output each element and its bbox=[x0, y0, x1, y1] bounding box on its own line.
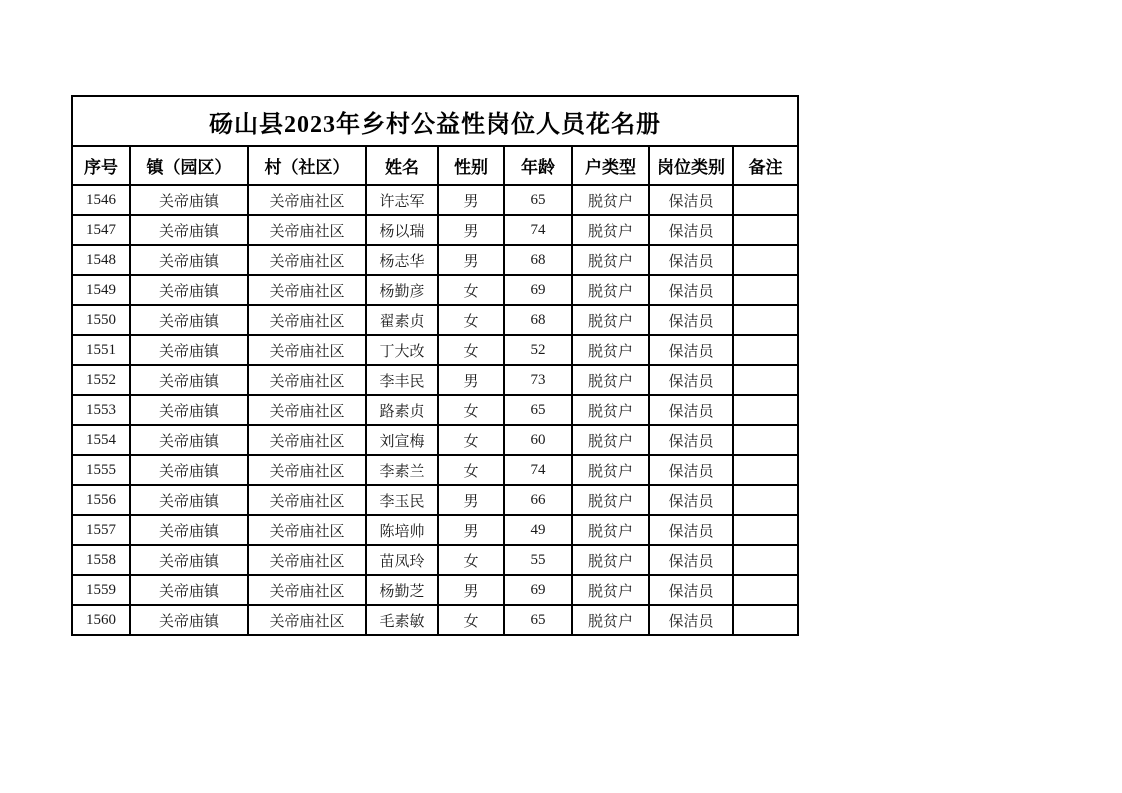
column-header-4: 性别 bbox=[438, 146, 504, 185]
table-cell bbox=[733, 575, 798, 605]
table-cell: 毛素敏 bbox=[366, 605, 438, 635]
table-cell: 脱贫户 bbox=[572, 215, 649, 245]
table-cell: 1559 bbox=[72, 575, 130, 605]
table-cell: 杨勤芝 bbox=[366, 575, 438, 605]
table-cell: 1548 bbox=[72, 245, 130, 275]
table-cell: 65 bbox=[504, 185, 572, 215]
table-cell: 1557 bbox=[72, 515, 130, 545]
table-row bbox=[72, 305, 798, 335]
column-header-0: 序号 bbox=[72, 146, 130, 185]
column-header-3: 姓名 bbox=[366, 146, 438, 185]
table-cell: 关帝庙镇 bbox=[130, 545, 248, 575]
table-cell: 60 bbox=[504, 425, 572, 455]
table-cell: 脱贫户 bbox=[572, 185, 649, 215]
table-cell: 男 bbox=[438, 485, 504, 515]
table-row bbox=[72, 335, 798, 365]
table-cell: 男 bbox=[438, 365, 504, 395]
table-cell: 脱贫户 bbox=[572, 545, 649, 575]
table-cell: 65 bbox=[504, 605, 572, 635]
table-cell: 李素兰 bbox=[366, 455, 438, 485]
table-cell: 55 bbox=[504, 545, 572, 575]
column-header-7: 岗位类别 bbox=[649, 146, 733, 185]
table-cell: 男 bbox=[438, 515, 504, 545]
table-cell bbox=[733, 485, 798, 515]
table-cell: 74 bbox=[504, 215, 572, 245]
table-cell bbox=[733, 215, 798, 245]
table-cell: 49 bbox=[504, 515, 572, 545]
table-row bbox=[72, 185, 798, 215]
table-cell: 女 bbox=[438, 425, 504, 455]
table-cell: 关帝庙社区 bbox=[248, 245, 366, 275]
table-cell: 关帝庙社区 bbox=[248, 215, 366, 245]
table-cell: 脱贫户 bbox=[572, 365, 649, 395]
table-cell: 关帝庙镇 bbox=[130, 215, 248, 245]
table-cell: 保洁员 bbox=[649, 485, 733, 515]
table-cell: 李丰民 bbox=[366, 365, 438, 395]
table-cell bbox=[733, 605, 798, 635]
document-page bbox=[71, 95, 799, 636]
table-cell: 保洁员 bbox=[649, 335, 733, 365]
table-cell bbox=[733, 335, 798, 365]
table-cell: 女 bbox=[438, 275, 504, 305]
table-cell: 关帝庙镇 bbox=[130, 335, 248, 365]
table-row bbox=[72, 455, 798, 485]
column-header-8: 备注 bbox=[733, 146, 798, 185]
table-cell: 关帝庙社区 bbox=[248, 305, 366, 335]
table-cell bbox=[733, 185, 798, 215]
table-cell: 保洁员 bbox=[649, 605, 733, 635]
table-cell: 脱贫户 bbox=[572, 395, 649, 425]
table-cell: 关帝庙社区 bbox=[248, 605, 366, 635]
table-cell: 保洁员 bbox=[649, 395, 733, 425]
table-cell: 脱贫户 bbox=[572, 515, 649, 545]
title-row bbox=[72, 96, 798, 146]
table-cell: 保洁员 bbox=[649, 575, 733, 605]
table-cell: 关帝庙镇 bbox=[130, 185, 248, 215]
table-cell: 男 bbox=[438, 245, 504, 275]
table-cell: 关帝庙社区 bbox=[248, 395, 366, 425]
table-cell: 关帝庙镇 bbox=[130, 515, 248, 545]
table-cell bbox=[733, 425, 798, 455]
table-cell: 脱贫户 bbox=[572, 425, 649, 455]
table-cell: 杨志华 bbox=[366, 245, 438, 275]
table-cell: 保洁员 bbox=[649, 245, 733, 275]
column-header-1: 镇（园区） bbox=[130, 146, 248, 185]
table-cell: 女 bbox=[438, 605, 504, 635]
table-cell: 男 bbox=[438, 215, 504, 245]
table-cell: 关帝庙镇 bbox=[130, 425, 248, 455]
table-cell: 73 bbox=[504, 365, 572, 395]
table-cell: 1551 bbox=[72, 335, 130, 365]
table-cell: 关帝庙镇 bbox=[130, 455, 248, 485]
table-cell bbox=[733, 545, 798, 575]
table-row bbox=[72, 515, 798, 545]
table-cell: 男 bbox=[438, 575, 504, 605]
table-cell: 保洁员 bbox=[649, 515, 733, 545]
table-cell: 许志军 bbox=[366, 185, 438, 215]
table-cell: 丁大改 bbox=[366, 335, 438, 365]
table-cell: 关帝庙镇 bbox=[130, 245, 248, 275]
table-cell: 脱贫户 bbox=[572, 605, 649, 635]
table-cell: 脱贫户 bbox=[572, 575, 649, 605]
table-cell: 1549 bbox=[72, 275, 130, 305]
table-cell: 女 bbox=[438, 395, 504, 425]
table-cell: 1555 bbox=[72, 455, 130, 485]
table-cell bbox=[733, 515, 798, 545]
table-row bbox=[72, 395, 798, 425]
table-cell: 保洁员 bbox=[649, 215, 733, 245]
table-row bbox=[72, 215, 798, 245]
table-cell: 女 bbox=[438, 545, 504, 575]
table-cell: 保洁员 bbox=[649, 305, 733, 335]
table-cell: 陈培帅 bbox=[366, 515, 438, 545]
table-cell: 关帝庙镇 bbox=[130, 395, 248, 425]
table-row bbox=[72, 545, 798, 575]
table-row bbox=[72, 245, 798, 275]
table-cell: 翟素贞 bbox=[366, 305, 438, 335]
table-cell: 1556 bbox=[72, 485, 130, 515]
table-row bbox=[72, 485, 798, 515]
header-row bbox=[72, 146, 798, 185]
table-row bbox=[72, 575, 798, 605]
table-cell bbox=[733, 455, 798, 485]
table-cell: 保洁员 bbox=[649, 425, 733, 455]
table-cell: 1550 bbox=[72, 305, 130, 335]
table-cell: 关帝庙社区 bbox=[248, 335, 366, 365]
table-cell: 关帝庙社区 bbox=[248, 185, 366, 215]
column-header-6: 户类型 bbox=[572, 146, 649, 185]
table-cell: 脱贫户 bbox=[572, 245, 649, 275]
table-cell: 1553 bbox=[72, 395, 130, 425]
table-cell bbox=[733, 305, 798, 335]
table-cell: 保洁员 bbox=[649, 275, 733, 305]
table-cell: 关帝庙镇 bbox=[130, 365, 248, 395]
table-cell: 关帝庙镇 bbox=[130, 575, 248, 605]
page-title: 砀山县2023年乡村公益性岗位人员花名册 bbox=[72, 96, 798, 146]
table-cell: 路素贞 bbox=[366, 395, 438, 425]
table-cell: 关帝庙社区 bbox=[248, 485, 366, 515]
table-cell: 脱贫户 bbox=[572, 335, 649, 365]
table-cell: 关帝庙镇 bbox=[130, 305, 248, 335]
table-cell: 69 bbox=[504, 275, 572, 305]
table-cell: 女 bbox=[438, 305, 504, 335]
table-cell bbox=[733, 245, 798, 275]
table-cell: 男 bbox=[438, 185, 504, 215]
table-cell: 关帝庙社区 bbox=[248, 425, 366, 455]
table-cell: 关帝庙社区 bbox=[248, 365, 366, 395]
table-cell: 74 bbox=[504, 455, 572, 485]
table-cell: 李玉民 bbox=[366, 485, 438, 515]
table-cell: 脱贫户 bbox=[572, 275, 649, 305]
table-row bbox=[72, 275, 798, 305]
table-cell: 脱贫户 bbox=[572, 305, 649, 335]
table-cell: 关帝庙社区 bbox=[248, 515, 366, 545]
table-cell: 保洁员 bbox=[649, 185, 733, 215]
table-cell: 1547 bbox=[72, 215, 130, 245]
table-cell: 关帝庙社区 bbox=[248, 275, 366, 305]
table-cell: 脱贫户 bbox=[572, 455, 649, 485]
table-cell: 1552 bbox=[72, 365, 130, 395]
table-row bbox=[72, 605, 798, 635]
table-cell: 苗凤玲 bbox=[366, 545, 438, 575]
table-cell: 68 bbox=[504, 305, 572, 335]
table-cell: 保洁员 bbox=[649, 455, 733, 485]
table-cell: 66 bbox=[504, 485, 572, 515]
table-cell: 关帝庙社区 bbox=[248, 455, 366, 485]
table-cell: 保洁员 bbox=[649, 545, 733, 575]
table-cell: 关帝庙镇 bbox=[130, 275, 248, 305]
column-header-2: 村（社区） bbox=[248, 146, 366, 185]
roster-body bbox=[72, 185, 798, 635]
table-cell: 关帝庙镇 bbox=[130, 605, 248, 635]
roster-table bbox=[71, 95, 799, 636]
column-header-5: 年龄 bbox=[504, 146, 572, 185]
table-row bbox=[72, 365, 798, 395]
table-cell: 68 bbox=[504, 245, 572, 275]
table-cell: 69 bbox=[504, 575, 572, 605]
table-cell: 1554 bbox=[72, 425, 130, 455]
table-cell bbox=[733, 275, 798, 305]
table-cell: 关帝庙社区 bbox=[248, 545, 366, 575]
table-cell: 杨勤彦 bbox=[366, 275, 438, 305]
table-cell: 杨以瑞 bbox=[366, 215, 438, 245]
table-cell: 女 bbox=[438, 455, 504, 485]
table-row bbox=[72, 425, 798, 455]
table-cell: 关帝庙镇 bbox=[130, 485, 248, 515]
table-cell: 1546 bbox=[72, 185, 130, 215]
table-cell: 65 bbox=[504, 395, 572, 425]
table-cell: 1560 bbox=[72, 605, 130, 635]
table-cell: 保洁员 bbox=[649, 365, 733, 395]
table-cell: 脱贫户 bbox=[572, 485, 649, 515]
table-cell: 女 bbox=[438, 335, 504, 365]
table-cell bbox=[733, 395, 798, 425]
table-cell: 刘宣梅 bbox=[366, 425, 438, 455]
table-cell: 52 bbox=[504, 335, 572, 365]
table-cell: 关帝庙社区 bbox=[248, 575, 366, 605]
table-cell bbox=[733, 365, 798, 395]
table-cell: 1558 bbox=[72, 545, 130, 575]
